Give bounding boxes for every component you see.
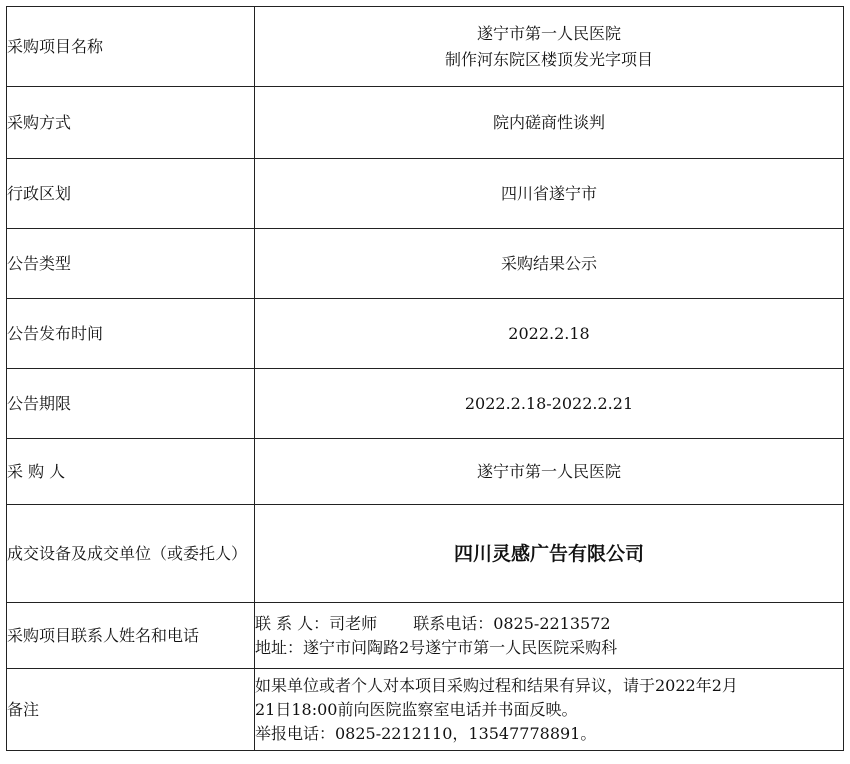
project-name-line2: 制作河东院区楼顶发光字项目	[444, 49, 653, 69]
remarks-value	[255, 669, 844, 751]
table-row	[7, 369, 844, 439]
contact-phone: 联系电话：0825-2213572	[413, 613, 611, 633]
remarks-line1: 如果单位或者个人对本项目采购过程和结果有异议，请于2022年2月	[255, 675, 738, 695]
table-row	[7, 603, 844, 669]
table-row	[7, 505, 844, 603]
table-row	[7, 229, 844, 299]
table-row	[7, 159, 844, 229]
table-row	[7, 87, 844, 159]
procurement-result-table	[6, 6, 844, 751]
remarks-line3: 举报电话：0825-2212110，13547778891。	[255, 723, 597, 743]
table-row	[7, 7, 844, 87]
remarks-line2: 21日18:00前向医院监察室电话并书面反映。	[255, 699, 578, 719]
contact-label: 采购项目联系人姓名和电话	[7, 603, 255, 669]
method-label: 采购方式	[7, 87, 255, 159]
table-row	[7, 439, 844, 505]
purchaser-value: 遂宁市第一人民医院	[255, 439, 844, 505]
period-value: 2022.2.18-2022.2.21	[255, 369, 844, 439]
project-name-value	[255, 7, 844, 87]
contact-person: 联 系 人：司老师	[255, 613, 378, 633]
publish-time-value: 2022.2.18	[255, 299, 844, 369]
period-label: 公告期限	[7, 369, 255, 439]
publish-time-label: 公告发布时间	[7, 299, 255, 369]
notice-type-label: 公告类型	[7, 229, 255, 299]
purchaser-label: 采 购 人	[7, 439, 255, 505]
region-value: 四川省遂宁市	[255, 159, 844, 229]
remarks-label: 备注	[7, 669, 255, 751]
project-name-line1: 遂宁市第一人民医院	[476, 23, 621, 43]
winner-value: 四川灵感广告有限公司	[255, 505, 844, 603]
method-value: 院内磋商性谈判	[255, 87, 844, 159]
table-row	[7, 669, 844, 751]
contact-value	[255, 603, 844, 669]
project-name-label: 采购项目名称	[7, 7, 255, 87]
contact-address: 地址：遂宁市问陶路2号遂宁市第一人民医院采购科	[255, 637, 618, 657]
region-label: 行政区划	[7, 159, 255, 229]
winner-label: 成交设备及成交单位（或委托人）	[7, 505, 255, 603]
contact-line	[255, 612, 843, 636]
notice-type-value: 采购结果公示	[255, 229, 844, 299]
table-row	[7, 299, 844, 369]
